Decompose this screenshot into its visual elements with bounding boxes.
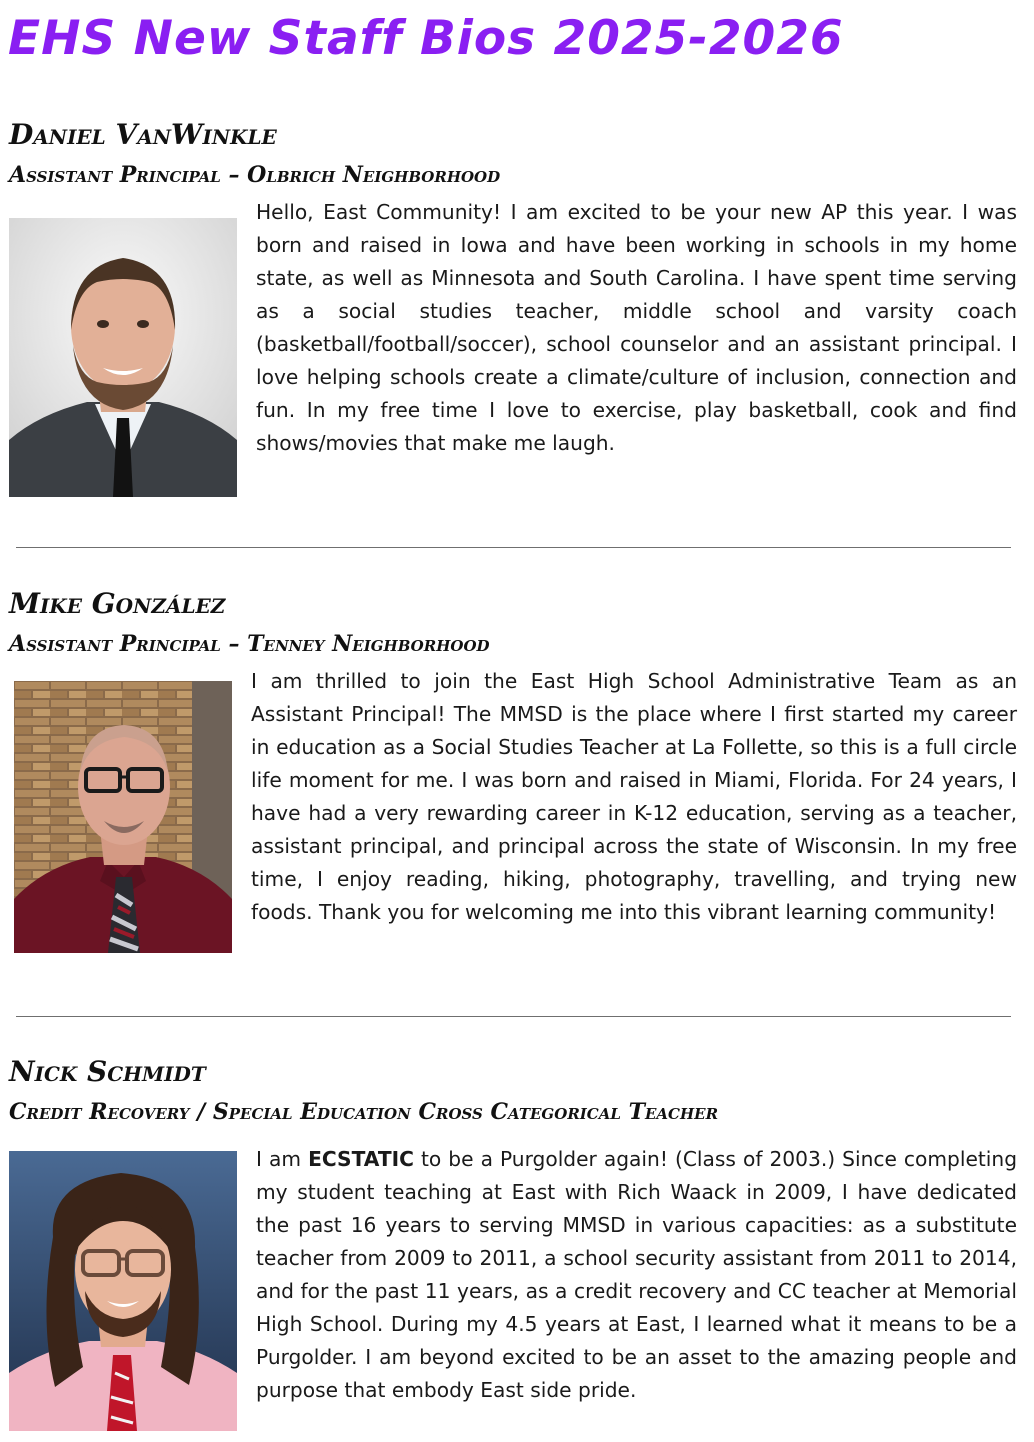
bio-role: Assistant Principal – Olbrich Neighborhood [9,162,501,188]
bio-text-intro: I am [256,1147,302,1171]
portrait-photo [9,218,237,497]
bio-text [256,1143,1017,1407]
bio-text: I am thrilled to join the East High School Administrative Team as an Assistant Principal! The MMSD is the place where I first started my career in education as a Social Studies Teacher at La Follette, so this is a full circle life moment for me. I was born and raised in Miami, Florida. For 24 years, I have had a very rewarding career in K-12 education, serving as a teacher, assistant principal, and principal across the state of Wisconsin. In my free time, I enjoy reading, hiking, photography, travelling, and trying new foods. Thank you for welcoming me into this vibrant learning community! [251,669,1017,924]
portrait-photo [14,681,232,953]
bio-name: Mike González [9,587,226,620]
bio-text: Hello, East Community! I am excited to be your new AP this year. I was born and raised in Iowa and have been working in schools in my home state, as well as Minnesota and South Carolina. I have spent time serving as a social studies teacher, middle school and varsity coach (basketball/football/soccer), school counselor and an assistant principal. I love helping schools create a climate/culture of inclusion, connection and fun. In my free time I love to exercise, play basketball, cook and find shows/movies that make me laugh. [256,200,1017,455]
bio-text-emphasis: ECSTATIC [308,1147,414,1171]
page-title: EHS New Staff Bios 2025-2026 [8,11,844,66]
bio-name: Nick Schmidt [9,1055,206,1088]
section-divider [16,547,1011,548]
portrait-photo [9,1151,237,1431]
section-divider [16,1016,1011,1017]
bio-name: Daniel VanWinkle [9,118,277,151]
bio-text-body: to be a Purgolder again! (Class of 2003.) Since completing my student teaching at East with Rich Waack in 2009, I have dedicated the past 16 years to serving MMSD in various capacities: as a substitute teacher from 2009 to 2011, a school security assistant from 2011 to 2014, and for the past 11 years, as a credit recovery and CC teacher at Memorial High School. During my 4.5 years at East, I learned what it means to be a Purgolder. I am beyond excited to be an asset to the amazing people and purpose that embody East side pride. [256,1147,1018,1402]
bio-role: Credit Recovery / Special Education Cross Categorical Teacher [9,1099,719,1125]
bio-role: Assistant Principal – Tenney Neighborhood [9,631,490,657]
